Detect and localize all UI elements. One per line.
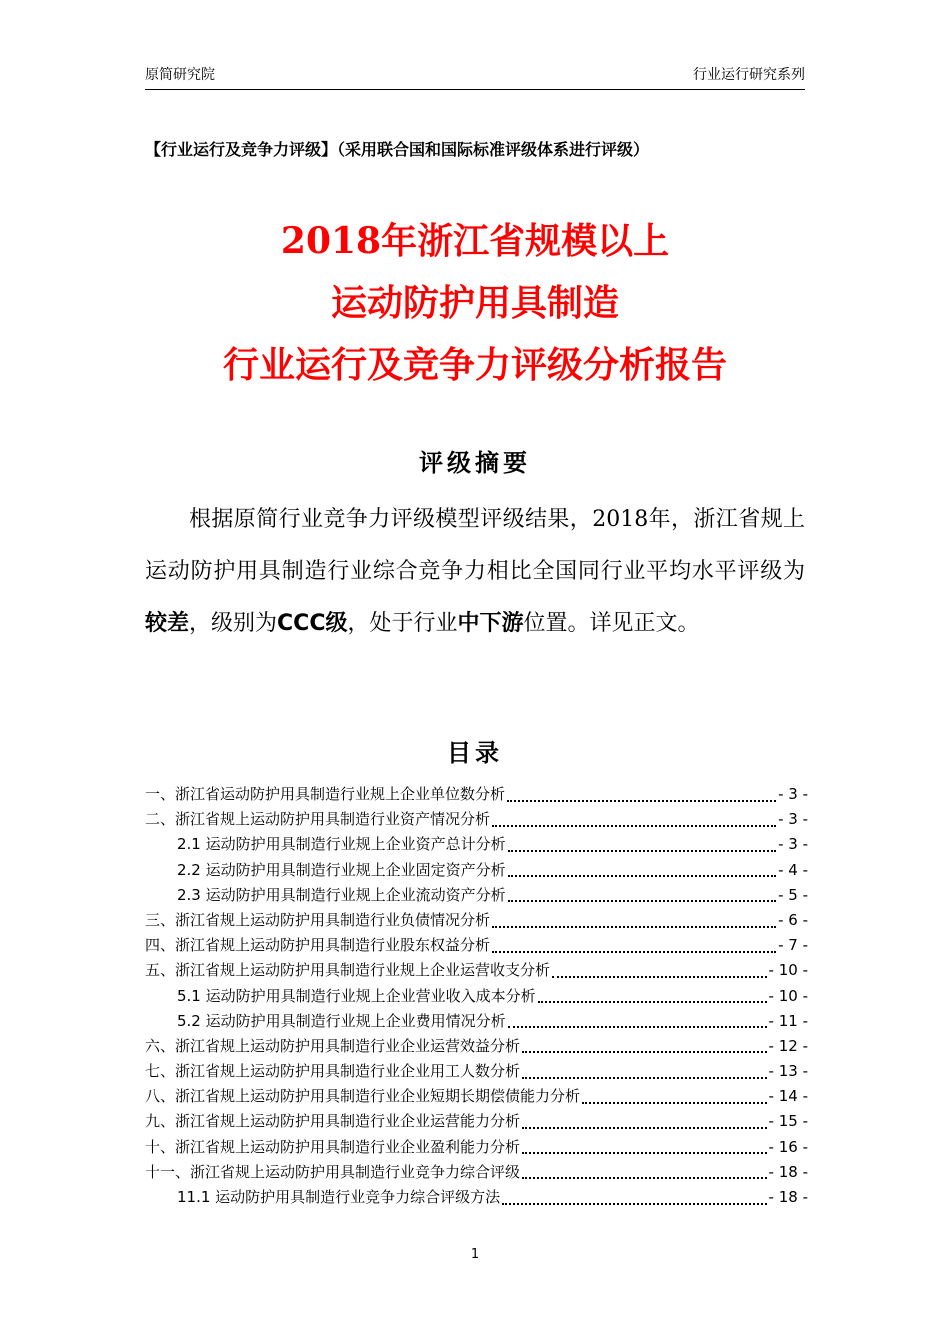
toc-leader-dots (508, 1024, 767, 1028)
summary-heading: 评级摘要 (419, 449, 531, 477)
toc-entry[interactable] (145, 1059, 808, 1084)
toc-leader-dots (522, 1049, 767, 1053)
toc-entry[interactable] (145, 832, 808, 857)
toc-leader-dots (492, 924, 776, 928)
toc-leader-dots (492, 949, 776, 953)
summary-text: ，处于行业 (347, 611, 458, 636)
toc-entry-page: - 11 - (768, 1011, 808, 1030)
toc-entry[interactable] (145, 933, 808, 958)
toc-entry-page: - 4 - (778, 860, 808, 879)
toc-leader-dots (552, 974, 767, 978)
toc-entry[interactable] (145, 1109, 808, 1134)
toc-entry-page: - 13 - (768, 1062, 808, 1081)
toc-entry[interactable] (145, 1034, 808, 1059)
summary-text: 位置。详见正文。 (523, 611, 700, 636)
toc-leader-dots (582, 1100, 767, 1104)
toc-entry[interactable] (145, 958, 808, 983)
summary-rating-grade: CCC级 (277, 611, 348, 636)
toc-entry-label: 2.2 运动防护用具制造行业规上企业固定资产分析 (177, 860, 506, 879)
toc-entry-page: - 7 - (778, 936, 808, 955)
toc-leader-dots (508, 898, 776, 902)
summary-position: 中下游 (457, 611, 524, 636)
toc-entry[interactable] (145, 908, 808, 933)
toc-leader-dots (522, 1075, 767, 1079)
table-of-contents (145, 782, 808, 1210)
toc-entry-page: - 15 - (768, 1112, 808, 1131)
toc-entry-page: - 6 - (778, 910, 808, 929)
toc-leader-dots (522, 1150, 767, 1154)
toc-entry-page: - 3 - (778, 785, 808, 803)
toc-entry-page: - 18 - (768, 1162, 808, 1181)
toc-entry-label: 十一、浙江省规上运动防护用具制造行业竞争力综合评级 (145, 1162, 521, 1181)
toc-entry-page: - 14 - (768, 1087, 808, 1106)
toc-entry-label: 十、浙江省规上运动防护用具制造行业企业盈利能力分析 (145, 1137, 521, 1156)
toc-entry-label: 五、浙江省规上运动防护用具制造行业规上企业运营收支分析 (145, 961, 551, 980)
header-series-name: 行业运行研究系列 (693, 67, 805, 83)
toc-leader-dots (507, 798, 776, 802)
toc-entry[interactable] (145, 1185, 808, 1210)
toc-entry-page: - 3 - (778, 810, 808, 829)
summary-text: 根据原简行业竞争力评级模型评级结果，2018年，浙江省规上运动防护用具制造行业综合竞争力相比全国同行业平均水平评级为 (145, 507, 805, 584)
header-org-name: 原简研究院 (145, 67, 215, 83)
toc-entry[interactable] (145, 1084, 808, 1109)
toc-entry-label: 八、浙江省规上运动防护用具制造行业企业短期长期偿债能力分析 (145, 1087, 581, 1106)
toc-entry[interactable] (145, 807, 808, 832)
toc-entry[interactable] (145, 883, 808, 908)
toc-leader-dots (508, 873, 776, 877)
page-header (145, 66, 805, 90)
toc-leader-dots (502, 1201, 766, 1205)
toc-entry[interactable] (145, 858, 808, 883)
toc-entry-page: - 5 - (778, 885, 808, 904)
toc-entry[interactable] (145, 782, 808, 807)
report-title-line-2: 运动防护用具制造 (330, 282, 619, 324)
toc-leader-dots (508, 848, 776, 852)
toc-entry-page: - 10 - (768, 961, 808, 980)
toc-entry-page: - 16 - (768, 1137, 808, 1156)
report-title-line-3: 行业运行及竞争力评级分析报告 (222, 344, 727, 386)
toc-entry-label: 九、浙江省规上运动防护用具制造行业企业运营能力分析 (145, 1112, 521, 1131)
toc-entry[interactable] (145, 1135, 808, 1160)
toc-heading: 目录 (447, 739, 503, 767)
toc-entry-label: 七、浙江省规上运动防护用具制造行业企业用工人数分析 (145, 1062, 521, 1081)
toc-entry-label: 一、浙江省运动防护用具制造行业规上企业单位数分析 (145, 785, 506, 803)
summary-text: ，级别为 (189, 611, 278, 636)
toc-entry-label: 二、浙江省规上运动防护用具制造行业资产情况分析 (145, 810, 491, 829)
toc-entry-label: 2.1 运动防护用具制造行业规上企业资产总计分析 (177, 835, 506, 854)
toc-entry-label: 2.3 运动防护用具制造行业规上企业流动资产分析 (177, 885, 506, 904)
toc-entry[interactable] (145, 984, 808, 1009)
rating-note: 【行业运行及竞争力评级】（采用联合国和国际标准评级体系进行评级） (145, 140, 650, 159)
toc-entry-label: 六、浙江省规上运动防护用具制造行业企业运营效益分析 (145, 1036, 521, 1055)
toc-leader-dots (522, 1125, 767, 1129)
toc-entry-label: 5.1 运动防护用具制造行业规上企业营业收入成本分析 (177, 986, 536, 1005)
toc-entry-label: 四、浙江省规上运动防护用具制造行业股东权益分析 (145, 936, 491, 955)
toc-entry-page: - 18 - (768, 1188, 808, 1206)
toc-leader-dots (538, 999, 767, 1003)
toc-entry[interactable] (145, 1009, 808, 1034)
toc-entry-page: - 12 - (768, 1036, 808, 1055)
toc-entry-label: 11.1 运动防护用具制造行业竞争力综合评级方法 (177, 1188, 501, 1206)
toc-leader-dots (492, 823, 776, 827)
toc-entry-page: - 10 - (768, 986, 808, 1005)
toc-entry-label: 三、浙江省规上运动防护用具制造行业负债情况分析 (145, 910, 491, 929)
summary-rating-level: 较差 (145, 611, 190, 636)
page-number: 1 (470, 1247, 480, 1262)
toc-leader-dots (522, 1175, 767, 1179)
summary-paragraph (145, 494, 805, 650)
toc-entry-label: 5.2 运动防护用具制造行业规上企业费用情况分析 (177, 1011, 506, 1030)
report-title-line-1: 2018年浙江省规模以上 (280, 220, 670, 262)
toc-entry[interactable] (145, 1160, 808, 1185)
toc-entry-page: - 3 - (778, 835, 808, 854)
